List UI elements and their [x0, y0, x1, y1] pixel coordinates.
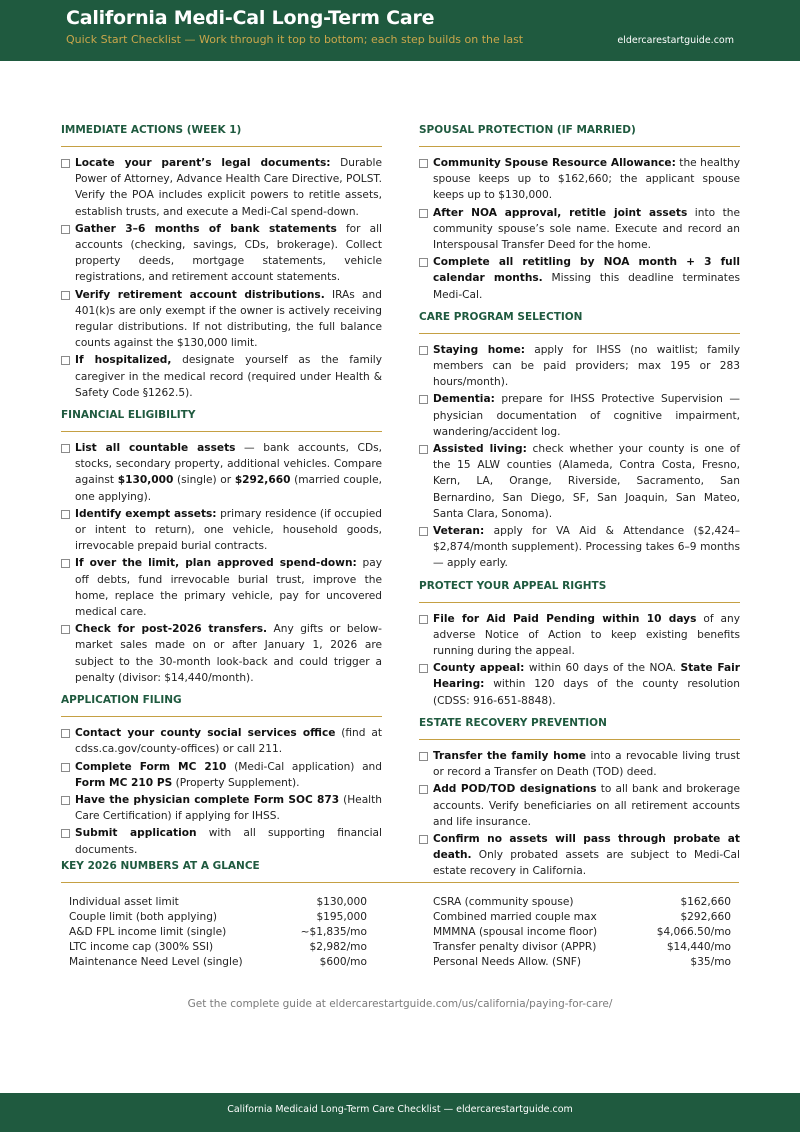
key-number-value: $130,000 — [316, 896, 367, 908]
item-emphasis: Transfer the family home — [433, 749, 587, 762]
checklist — [61, 725, 382, 858]
item-emphasis: Contact your county social services office — [75, 727, 336, 740]
item-text: check whether your county is one of the 15 ALW counties (Alameda, Contra Costa, Fresno, Kern, LA, Orange, Riverside, Sacramento, San Bernardino, San Diego, SF, San Joaquin, San Mateo, Santa Clara, Sonoma). — [433, 443, 740, 520]
key-number-label: A&D FPL income limit (single) — [69, 925, 227, 938]
item-text: to all bank and brokerage accounts. Verify beneficiaries on all retirement accounts and life insurance. — [433, 783, 740, 828]
checklist-item — [61, 555, 382, 620]
key-number-row — [69, 910, 367, 925]
left-column — [61, 124, 382, 866]
key-number-label: Couple limit (both applying) — [69, 910, 218, 923]
checkbox-icon[interactable] — [61, 625, 70, 634]
checklist-item — [61, 287, 382, 352]
item-emphasis: $130,000 — [117, 474, 174, 487]
checklist-item — [419, 523, 740, 572]
item-text: (find at cdss.ca.gov/county-offices) or call 211. — [75, 727, 382, 756]
item-emphasis: Submit application — [75, 827, 197, 840]
guide-link[interactable]: Get the complete guide at eldercarestartguide.com/us/california/paying-for-care/ — [187, 998, 613, 1010]
item-text: (Property Supplement). — [172, 776, 300, 789]
checkbox-icon[interactable] — [61, 829, 70, 838]
item-emphasis: Staying home: — [433, 343, 525, 356]
checklist-item — [419, 342, 740, 391]
checkbox-icon[interactable] — [61, 729, 70, 738]
item-emphasis: Complete Form MC 210 — [75, 760, 227, 773]
item-emphasis: If over the limit, plan approved spend-down: — [75, 557, 357, 570]
item-emphasis: State Fair Hearing: — [433, 662, 740, 691]
item-emphasis: Confirm no assets will pass through probate at death. — [433, 832, 740, 862]
section-heading: KEY 2026 NUMBERS AT A GLANCE — [61, 860, 739, 883]
key-number-label: Transfer penalty divisor (APPR) — [433, 940, 597, 953]
key-number-label: LTC income cap (300% SSI) — [69, 940, 214, 953]
key-number-value: $600/mo — [319, 955, 367, 968]
item-text: (single) or — [173, 474, 235, 487]
checklist — [419, 342, 740, 572]
item-emphasis: If hospitalized, — [75, 354, 172, 367]
item-text: the healthy spouse keeps up to $162,660; the applicant spouse keeps up to $130,000. — [433, 157, 740, 202]
checklist-item — [61, 792, 382, 824]
header-site-link[interactable]: eldercarestartguide.com — [617, 35, 734, 46]
item-text: prepare for IHSS Protective Supervision — physician documentation of cognitive impairment, wandering/accident log. — [433, 393, 740, 438]
checklist-item — [61, 155, 382, 220]
page-title: California Medi-Cal Long-Term Care — [66, 7, 435, 29]
item-text: IRAs and 401(k)s are only exempt if the owner is actively receiving regular distributions. If not distributing, the full balance counts against the $130,000 limit. — [75, 288, 382, 350]
item-text: of any adverse Notice of Action to keep existing benefits running during the appeal. — [433, 612, 740, 658]
checklist-item — [61, 825, 382, 857]
page-footer: California Medicaid Long-Term Care Checklist — eldercarestartguide.com — [0, 1093, 800, 1132]
checkbox-icon[interactable] — [419, 835, 428, 844]
checklist-item — [419, 781, 740, 830]
checkbox-icon[interactable] — [419, 752, 428, 761]
item-emphasis: Verify retirement account distributions. — [75, 288, 325, 301]
key-number-value: $35/mo — [690, 955, 731, 968]
checkbox-icon[interactable] — [419, 209, 428, 218]
item-emphasis: $292,660 — [234, 474, 291, 487]
item-emphasis: Assisted living: — [433, 443, 527, 456]
item-emphasis: Community Spouse Resource Allowance: — [433, 157, 676, 169]
checkbox-icon[interactable] — [61, 291, 70, 300]
item-text: Any gifts or below-market sales made on or after January 1, 2026 are subject to the 30-month look-back and could trigger a penalty (divisor: $14,440/month). — [75, 623, 383, 684]
section-heading: CARE PROGRAM SELECTION — [419, 311, 740, 334]
checklist-item — [61, 352, 382, 401]
checklist-item — [61, 506, 382, 555]
checklist-item — [419, 660, 740, 709]
key-number-row — [433, 955, 731, 970]
checklist-item — [61, 221, 382, 286]
checkbox-icon[interactable] — [61, 763, 70, 772]
checklist-item — [419, 205, 740, 254]
checklist-item — [419, 155, 740, 204]
item-text: within 120 days of the county resolution (CDSS: 916-651-8848). — [433, 678, 740, 707]
section-heading: APPLICATION FILING — [61, 694, 382, 717]
checklist — [419, 155, 740, 303]
checkbox-icon[interactable] — [419, 395, 428, 404]
checkbox-icon[interactable] — [419, 527, 428, 536]
item-text: primary residence (if occupied or intent to return), one vehicle, household goods, irrevocable prepaid burial contracts. — [75, 507, 382, 553]
checklist-item — [61, 440, 382, 505]
item-emphasis: Locate your parent’s legal documents: — [75, 157, 331, 169]
item-text: Missing this deadline terminates Medi-Cal. — [433, 272, 740, 301]
item-emphasis: Complete all retitling by NOA month + 3 full calendar months. — [433, 256, 740, 285]
key-number-label: CSRA (community spouse) — [433, 896, 574, 908]
item-emphasis: File for Aid Paid Pending within 10 days — [433, 612, 697, 625]
checkbox-icon[interactable] — [419, 664, 428, 673]
key-numbers-left — [69, 895, 367, 970]
item-text: within 60 days of the NOA. — [524, 662, 681, 675]
item-emphasis: Gather 3–6 months of bank statements — [75, 222, 337, 235]
item-text: into the community spouse’s sole name. Execute and record an Interspousal Transfer Deed for the home. — [433, 206, 740, 252]
checklist-item — [61, 759, 382, 791]
key-number-label: Personal Needs Allow. (SNF) — [433, 955, 582, 968]
key-number-row — [69, 955, 367, 970]
item-emphasis: Form MC 210 PS — [75, 776, 173, 789]
item-text: apply for IHSS (no waitlist; family members can be paid providers; max 195 or 283 hours/month). — [433, 343, 740, 389]
item-text: (Health Care Certification) if applying for IHSS. — [75, 793, 382, 823]
item-text: designate yourself as the family caregiver in the medical record (required under Health & Safety Code §1262.5). — [75, 354, 382, 399]
right-column — [419, 124, 740, 888]
item-emphasis: Dementia: — [433, 393, 495, 406]
checkbox-icon[interactable] — [61, 159, 70, 168]
item-text: pay off debts, fund irrevocable burial trust, improve the home, replace the primary vehicle, pay for uncovered medical care. — [75, 557, 382, 619]
key-number-value: $292,660 — [680, 910, 731, 923]
checklist — [61, 440, 382, 686]
key-number-value: $162,660 — [680, 896, 731, 908]
key-number-row — [433, 910, 731, 925]
checklist-item — [419, 748, 740, 780]
key-number-value: $195,000 — [316, 910, 367, 923]
item-emphasis: County appeal: — [433, 662, 525, 675]
section-heading: PROTECT YOUR APPEAL RIGHTS — [419, 580, 740, 603]
checklist-item — [61, 621, 382, 686]
key-number-row — [69, 940, 367, 955]
checklist — [61, 155, 382, 401]
item-text: — bank accounts, CDs, stocks, secondary property, additional vehicles. Compare against — [75, 442, 382, 487]
checklist-item — [61, 725, 382, 757]
key-number-label: Combined married couple max — [433, 910, 597, 923]
item-emphasis: List all countable assets — [75, 442, 236, 455]
key-number-label: Individual asset limit — [69, 896, 179, 908]
checkbox-icon[interactable] — [61, 356, 70, 365]
key-number-value: $4,066.50/mo — [656, 925, 731, 938]
key-numbers-right — [433, 895, 731, 970]
page-subtitle: Quick Start Checklist — Work through it top to bottom; each step builds on the last — [66, 33, 524, 46]
item-text: Only probated assets are subject to Medi-Cal estate recovery in California. — [433, 849, 740, 878]
checklist-item — [419, 254, 740, 303]
checkbox-icon[interactable] — [61, 510, 70, 519]
section-heading: IMMEDIATE ACTIONS (WEEK 1) — [61, 124, 382, 147]
checkbox-icon[interactable] — [61, 559, 70, 568]
key-number-value: $2,982/mo — [309, 940, 367, 953]
section-heading: SPOUSAL PROTECTION (IF MARRIED) — [419, 124, 740, 147]
key-number-value: ~$1,835/mo — [300, 925, 367, 938]
section-heading: ESTATE RECOVERY PREVENTION — [419, 717, 740, 740]
item-text: apply for VA Aid & Attendance ($2,424–$2,874/month supplement). Processing takes 6–9 months — apply early. — [433, 525, 740, 570]
checkbox-icon[interactable] — [61, 444, 70, 453]
item-text: (Medi-Cal application) and — [226, 760, 382, 773]
item-text: into a revocable living trust or record a Transfer on Death (TOD) deed. — [433, 749, 740, 779]
item-emphasis: Veteran: — [433, 525, 485, 538]
item-text: for all accounts (checking, savings, CDs, brokerage). Collect property deeds, mortgage statements, vehicle registrations, and retirement account statements. — [75, 222, 382, 284]
checkbox-icon[interactable] — [419, 346, 428, 355]
key-number-row — [69, 925, 367, 940]
checklist-item — [419, 441, 740, 522]
page-header — [0, 0, 800, 61]
key-number-row — [69, 895, 367, 910]
item-emphasis: Check for post-2026 transfers. — [75, 623, 268, 636]
item-text: Durable Power of Attorney, Advance Health Care Directive, POLST. Verify the POA includes explicit powers to retitle assets, establish trusts, and execute a Medi-Cal spend-down. — [75, 157, 382, 218]
key-number-label: MMMNA (spousal income floor) — [433, 925, 598, 938]
item-emphasis: After NOA approval, retitle joint assets — [433, 206, 688, 219]
checkbox-icon[interactable] — [419, 159, 428, 168]
key-number-label: Maintenance Need Level (single) — [69, 955, 243, 968]
checklist-item — [419, 391, 740, 440]
checkbox-icon[interactable] — [419, 615, 428, 624]
checkbox-icon[interactable] — [419, 258, 428, 267]
checklist-item — [419, 611, 740, 660]
section-heading: FINANCIAL ELIGIBILITY — [61, 409, 382, 432]
checkbox-icon[interactable] — [419, 445, 428, 454]
key-number-row — [433, 940, 731, 955]
key-numbers-section — [61, 860, 739, 970]
key-number-row — [433, 895, 731, 910]
checklist — [419, 611, 740, 709]
item-text: (married couple, one applying). — [75, 474, 382, 503]
item-emphasis: Add POD/TOD designations — [433, 783, 597, 796]
key-number-row — [433, 925, 731, 940]
checkbox-icon[interactable] — [61, 796, 70, 805]
item-emphasis: Have the physician complete Form SOC 873 — [75, 793, 340, 806]
checkbox-icon[interactable] — [419, 785, 428, 794]
item-text: with all supporting financial documents. — [75, 827, 382, 856]
checkbox-icon[interactable] — [61, 225, 70, 234]
key-number-value: $14,440/mo — [666, 940, 731, 953]
item-emphasis: Identify exempt assets: — [75, 507, 217, 520]
